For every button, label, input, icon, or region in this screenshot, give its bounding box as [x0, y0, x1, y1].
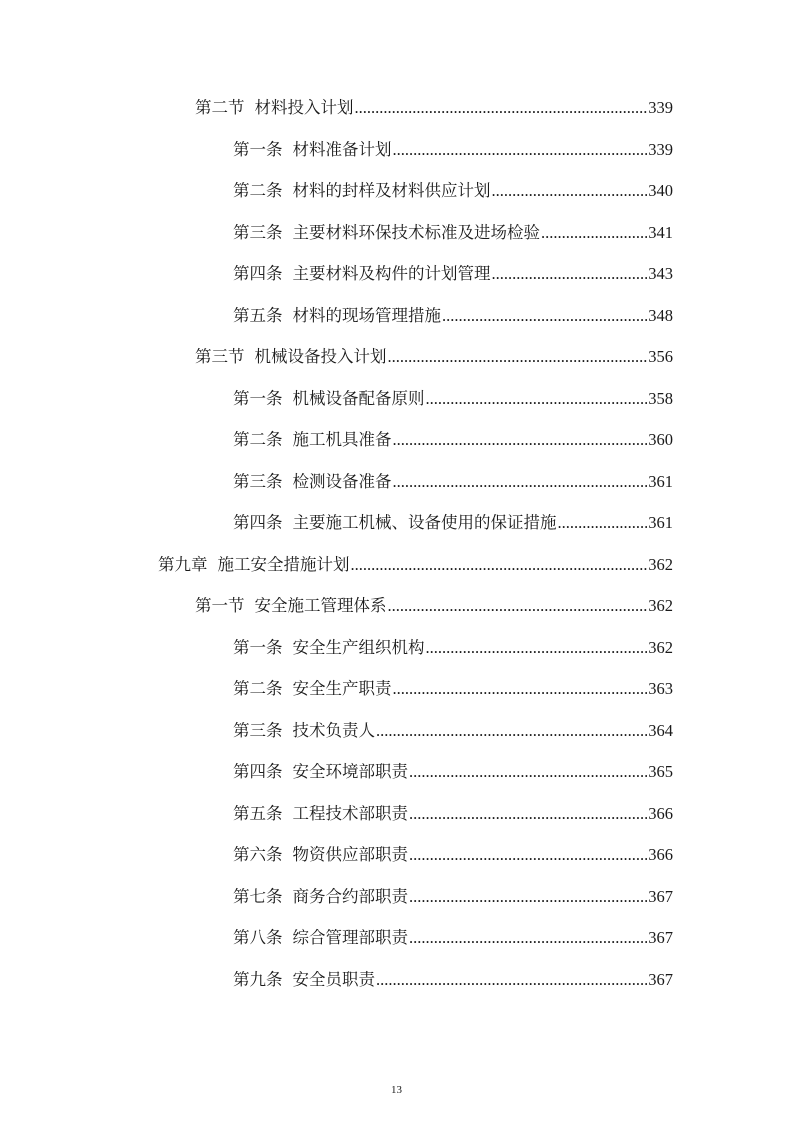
- toc-entry-number: 第九章: [158, 555, 208, 574]
- toc-entry-title: 材料的封样及材料供应计划: [292, 181, 491, 200]
- toc-entry-number: 第三条: [233, 472, 283, 491]
- toc-entry-title: 主要材料及构件的计划管理: [292, 264, 491, 283]
- dot-leader: [409, 926, 647, 950]
- toc-entry-page: 367: [648, 970, 673, 989]
- toc-entry-number: 第四条: [233, 513, 283, 532]
- toc-entry[interactable]: [233, 221, 673, 245]
- toc-entry[interactable]: [158, 553, 673, 577]
- dot-leader: [426, 387, 648, 411]
- toc-entry-title: 机械设备投入计划: [254, 347, 387, 366]
- toc-entry-page: 343: [648, 264, 673, 283]
- toc-entry-title: 安全生产职责: [292, 679, 392, 698]
- toc-entry-number: 第五条: [233, 306, 283, 325]
- toc-entry-title: 综合管理部职责: [292, 928, 408, 947]
- toc-entry-title: 检测设备准备: [292, 472, 392, 491]
- toc-entry-page: 361: [648, 472, 673, 491]
- toc-entry[interactable]: [233, 677, 673, 701]
- toc-entry[interactable]: [233, 304, 673, 328]
- toc-entry[interactable]: [233, 968, 673, 992]
- toc-entry-title: 主要材料环保技术标准及进场检验: [292, 223, 540, 242]
- dot-leader: [393, 428, 648, 452]
- toc-entry-page: 341: [648, 223, 673, 242]
- toc-entry-number: 第二条: [233, 430, 283, 449]
- toc-entry-title: 施工机具准备: [292, 430, 392, 449]
- toc-entry[interactable]: [233, 885, 673, 909]
- toc-entry-number: 第六条: [233, 845, 283, 864]
- toc-entry[interactable]: [233, 843, 673, 867]
- toc-entry-number: 第五条: [233, 804, 283, 823]
- toc-entry-page: 367: [648, 887, 673, 906]
- toc-entry-number: 第二节: [195, 98, 245, 117]
- toc-entry-number: 第四条: [233, 762, 283, 781]
- dot-leader: [409, 843, 647, 867]
- dot-leader: [376, 719, 647, 743]
- toc-entry-number: 第四条: [233, 264, 283, 283]
- dot-leader: [409, 760, 647, 784]
- page-number: 13: [391, 1084, 402, 1096]
- toc-entry-title: 主要施工机械、设备使用的保证措施: [292, 513, 557, 532]
- toc-entry-number: 第七条: [233, 887, 283, 906]
- toc-entry-page: 362: [648, 555, 673, 574]
- toc-entry[interactable]: [233, 428, 673, 452]
- toc-entry[interactable]: [195, 594, 673, 618]
- toc-entry[interactable]: [233, 719, 673, 743]
- toc-entry-number: 第一节: [195, 596, 245, 615]
- toc-entry-page: 348: [648, 306, 673, 325]
- toc-entry-page: 362: [648, 638, 673, 657]
- toc-entry-number: 第二条: [233, 181, 283, 200]
- toc-entry-title: 材料准备计划: [292, 140, 392, 159]
- toc-entry[interactable]: [233, 802, 673, 826]
- toc-entry-number: 第八条: [233, 928, 283, 947]
- toc-entry-title: 技术负责人: [292, 721, 375, 740]
- toc-entry-number: 第一条: [233, 638, 283, 657]
- toc-entry-title: 安全员职责: [292, 970, 375, 989]
- dot-leader: [388, 345, 648, 369]
- toc-entry-number: 第九条: [233, 970, 283, 989]
- dot-leader: [355, 96, 648, 120]
- toc-entry-title: 安全施工管理体系: [254, 596, 387, 615]
- toc-entry-page: 340: [648, 181, 673, 200]
- toc-entry[interactable]: [233, 179, 673, 203]
- toc-entry-title: 机械设备配备原则: [292, 389, 425, 408]
- toc-entry-title: 安全生产组织机构: [292, 638, 425, 657]
- dot-leader: [393, 677, 648, 701]
- dot-leader: [492, 179, 648, 203]
- toc-entry-page: 364: [648, 721, 673, 740]
- dot-leader: [558, 511, 648, 535]
- toc-entry-number: 第三节: [195, 347, 245, 366]
- toc-entry[interactable]: [195, 96, 673, 120]
- dot-leader: [351, 553, 648, 577]
- dot-leader: [541, 221, 647, 245]
- toc-entry-page: 361: [648, 513, 673, 532]
- toc-entry[interactable]: [195, 345, 673, 369]
- toc-entry-number: 第一条: [233, 140, 283, 159]
- toc-entry-page: 358: [648, 389, 673, 408]
- toc-entry-page: 360: [648, 430, 673, 449]
- toc-entry-page: 356: [648, 347, 673, 366]
- dot-leader: [426, 636, 648, 660]
- dot-leader: [393, 138, 648, 162]
- toc-entry[interactable]: [233, 511, 673, 535]
- toc-entry-page: 367: [648, 928, 673, 947]
- toc-entry-page: 366: [648, 804, 673, 823]
- toc-entry-title: 施工安全措施计划: [217, 555, 350, 574]
- toc-entry-number: 第三条: [233, 721, 283, 740]
- toc-entry-number: 第二条: [233, 679, 283, 698]
- dot-leader: [388, 594, 648, 618]
- toc-entry-page: 365: [648, 762, 673, 781]
- toc-entry[interactable]: [233, 926, 673, 950]
- toc-entry-title: 材料的现场管理措施: [292, 306, 441, 325]
- toc-entry-title: 工程技术部职责: [292, 804, 408, 823]
- dot-leader: [492, 262, 648, 286]
- toc-entry[interactable]: [233, 470, 673, 494]
- toc-entry-title: 材料投入计划: [254, 98, 354, 117]
- toc-entry[interactable]: [233, 138, 673, 162]
- toc-entry[interactable]: [233, 636, 673, 660]
- toc-entry-title: 商务合约部职责: [292, 887, 408, 906]
- toc-entry-title: 安全环境部职责: [292, 762, 408, 781]
- toc-entry-number: 第三条: [233, 223, 283, 242]
- toc-entry[interactable]: [233, 262, 673, 286]
- dot-leader: [409, 885, 647, 909]
- dot-leader: [442, 304, 647, 328]
- toc-entry-title: 物资供应部职责: [292, 845, 408, 864]
- toc-entry-page: 366: [648, 845, 673, 864]
- dot-leader: [376, 968, 647, 992]
- toc-entry[interactable]: [233, 387, 673, 411]
- toc-entry-page: 339: [648, 98, 673, 117]
- toc-entry-page: 362: [648, 596, 673, 615]
- toc-entry-number: 第一条: [233, 389, 283, 408]
- toc-entry[interactable]: [233, 760, 673, 784]
- toc-entry-page: 339: [648, 140, 673, 159]
- dot-leader: [409, 802, 647, 826]
- dot-leader: [393, 470, 648, 494]
- toc-entry-page: 363: [648, 679, 673, 698]
